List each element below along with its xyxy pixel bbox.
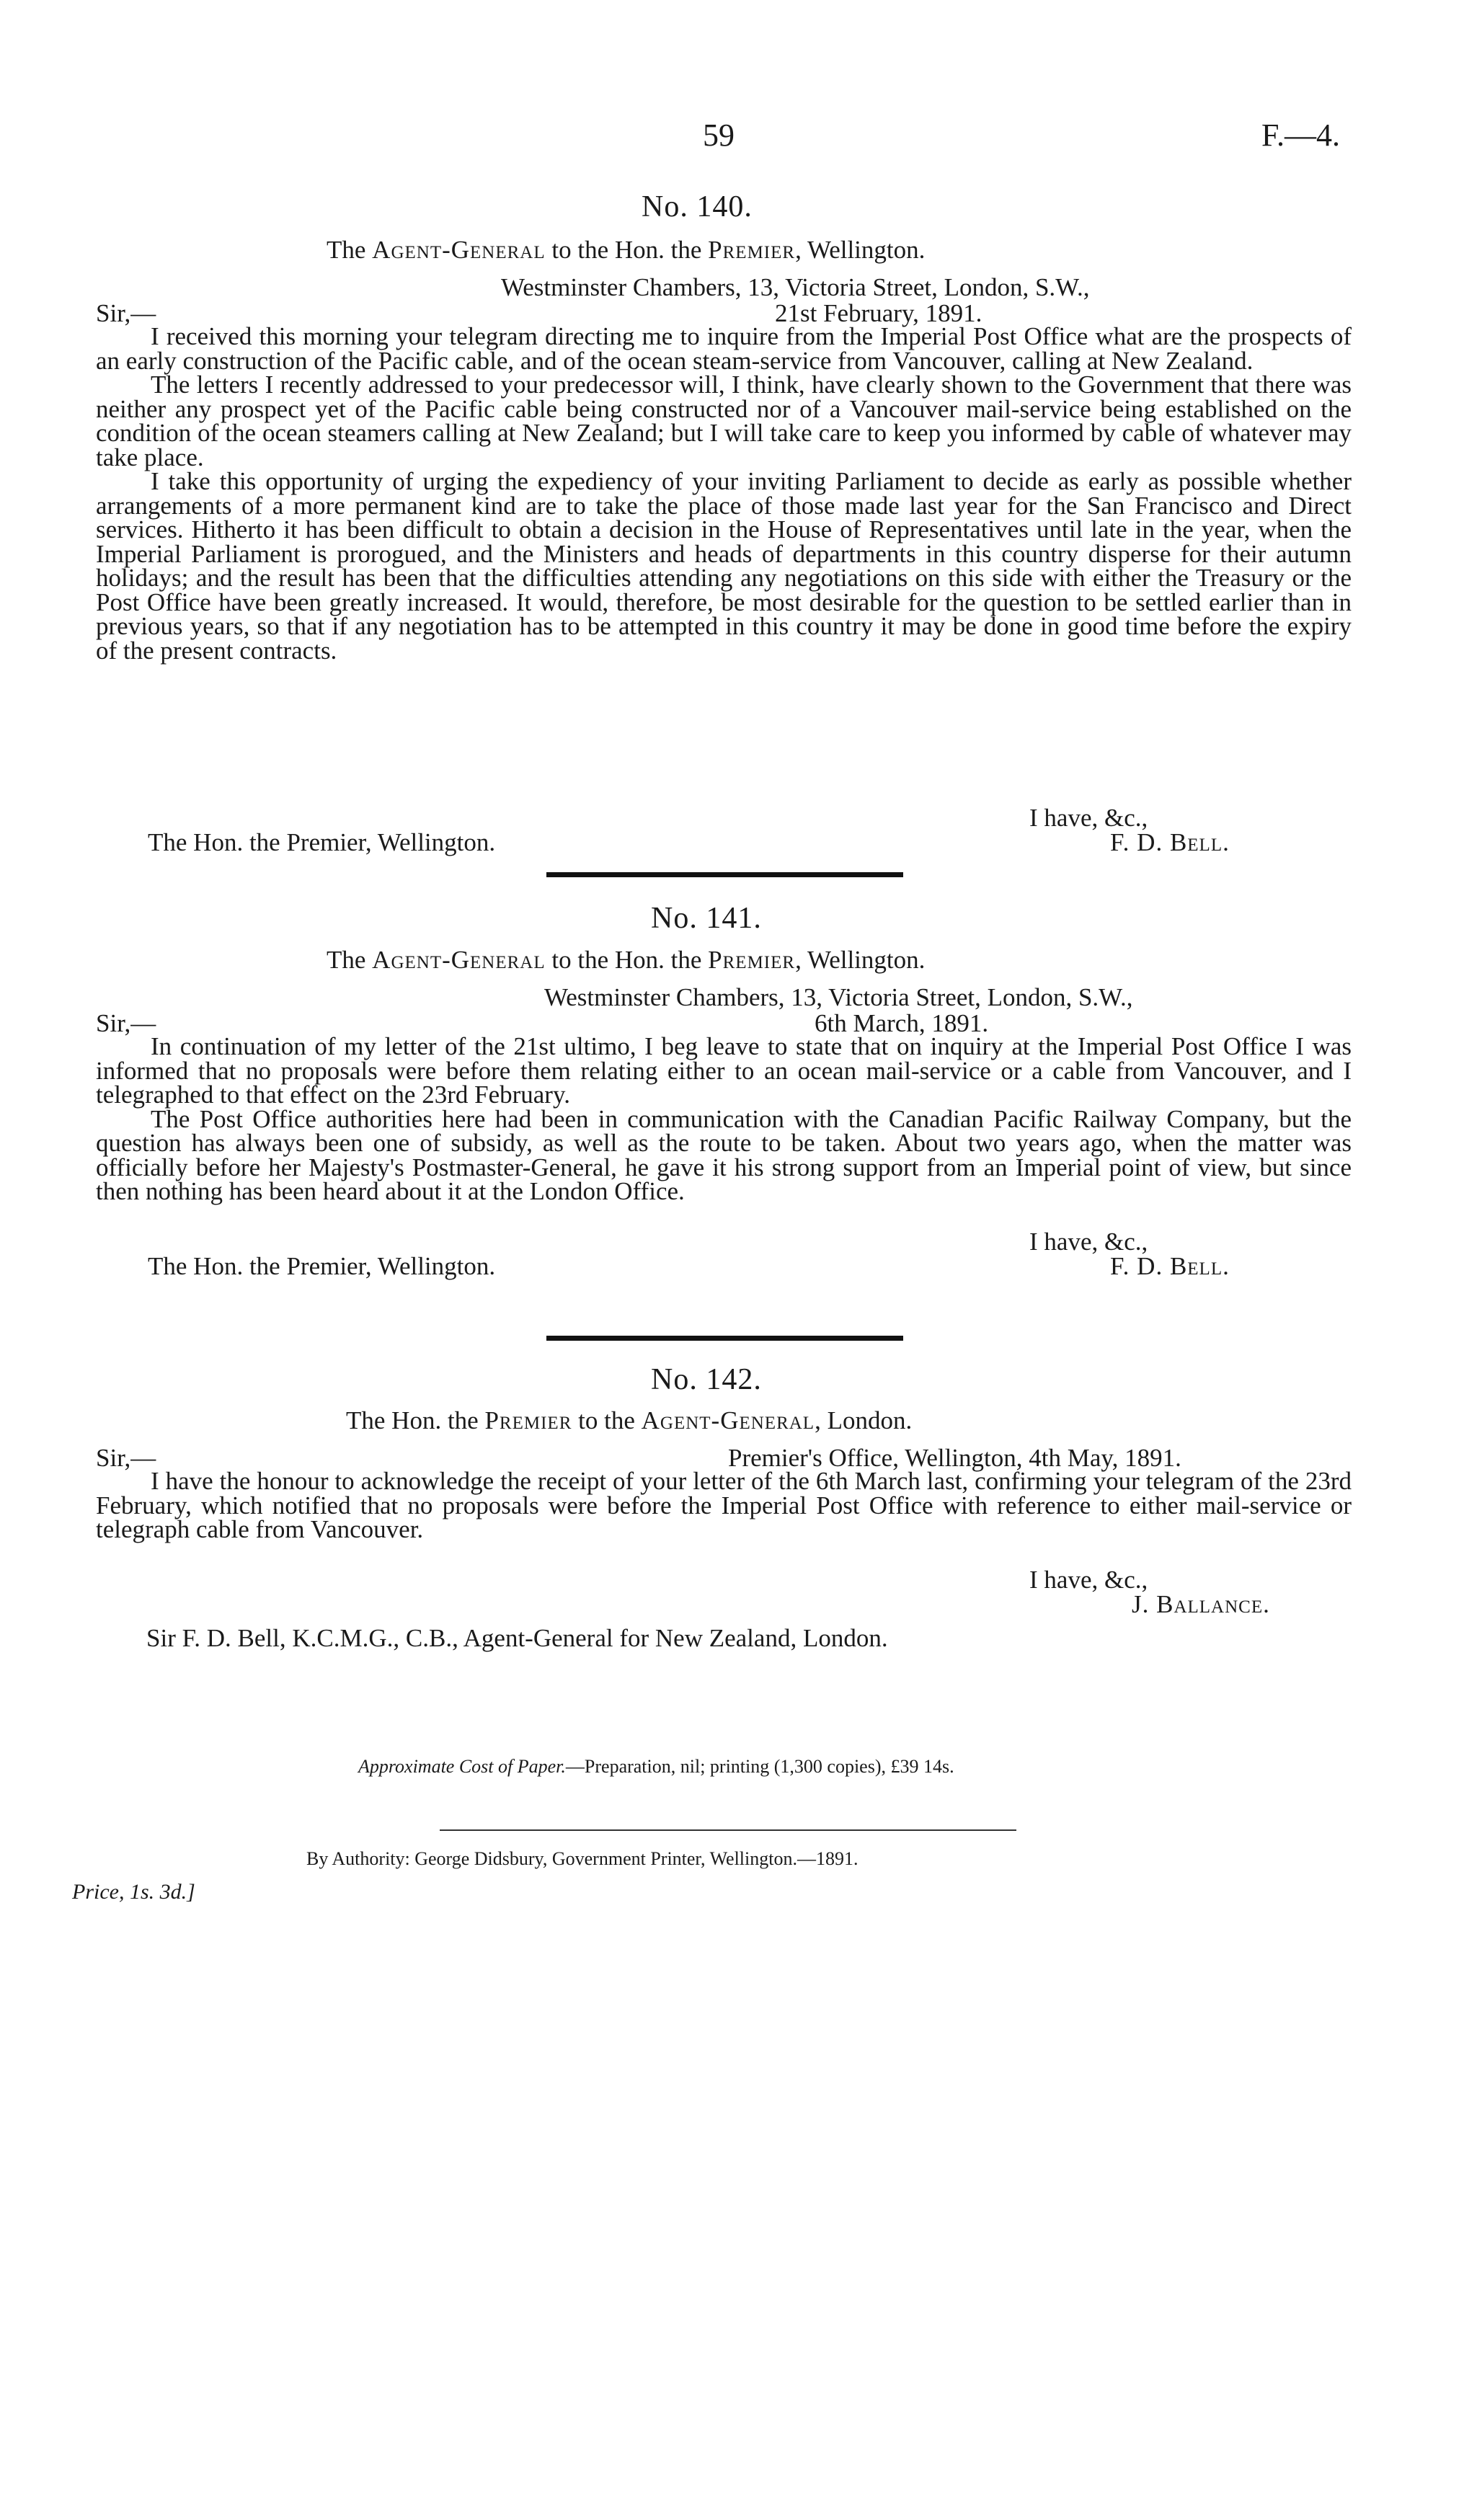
section-divider xyxy=(546,872,903,877)
cost-of-paper-note: Approximate Cost of Paper.—Preparation, nil; printing (1,300 copies), £39 14s. xyxy=(358,1756,954,1777)
letter-140-recipient: The Hon. the Premier, Wellington. xyxy=(148,828,496,856)
letter-141-paragraph-2: The Post Office authorities here had been in communication with the Canadian Pacific Railway Company, but the question has always been one of subsidy, as well as the route to be taken. About two years ago, when the matter was officially before her Majesty's Postmaster-General, he gave it his strong support from an Imperial point of view, but since then nothing has been heard about it at the London Office. xyxy=(96,1104,1352,1205)
letter-141-salutation: Sir,— xyxy=(96,1009,156,1037)
letter-141-date: 6th March, 1891. xyxy=(815,1009,989,1037)
letter-141-number: No. 141. xyxy=(651,902,762,935)
letter-140-paragraph-2: The letters I recently addressed to your predecessor will, I think, have clearly shown to the Government that there was neither any prospect yet of the Pacific cable being constructed nor of a Vancouver mail-service being established on the condition of the ocean steamers calling at New Zealand; but I will take care to keep you informed by cable of whatever may take place. xyxy=(96,371,1352,471)
letter-141-closing: I have, &c., xyxy=(1029,1228,1148,1256)
letter-141-recipient: The Hon. the Premier, Wellington. xyxy=(148,1252,496,1280)
letter-140-closing: I have, &c., xyxy=(1029,804,1148,832)
letter-141-body xyxy=(96,1034,1352,1204)
letter-140-date: 21st February, 1891. xyxy=(775,299,982,327)
letter-141-heading: The Agent-General to the Hon. the Premier, Wellington. xyxy=(327,946,926,974)
letter-140-number: No. 140. xyxy=(642,190,753,223)
letter-142-body xyxy=(96,1469,1352,1542)
letter-142-recipient: Sir F. D. Bell, K.C.M.G., C.B., Agent-General for New Zealand, London. xyxy=(146,1624,888,1652)
letter-140-address: Westminster Chambers, 13, Victoria Street, London, S.W., xyxy=(501,273,1090,301)
letter-141-signature: F. D. Bell. xyxy=(1110,1252,1230,1280)
footer-rule xyxy=(440,1829,1016,1831)
printer-authority: By Authority: George Didsbury, Government Printer, Wellington.—1891. xyxy=(306,1848,859,1869)
letter-142-number: No. 142. xyxy=(651,1363,762,1396)
letter-142-signature: J. Ballance. xyxy=(1132,1590,1270,1618)
letter-140-body xyxy=(96,322,1352,665)
document-reference: F.—4. xyxy=(1261,117,1340,153)
letter-140-salutation: Sir,— xyxy=(96,299,156,327)
letter-140-signature: F. D. Bell. xyxy=(1110,828,1230,856)
letter-141-address: Westminster Chambers, 13, Victoria Street, London, S.W., xyxy=(544,983,1133,1011)
letter-142-address: Premier's Office, Wellington, 4th May, 1891. xyxy=(728,1444,1181,1472)
page-number: 59 xyxy=(703,117,735,153)
letter-142-closing: I have, &c., xyxy=(1029,1566,1148,1594)
letter-142-salutation: Sir,— xyxy=(96,1444,156,1472)
letter-142-heading: The Hon. the Premier to the Agent-General, London. xyxy=(346,1406,913,1434)
letter-141-paragraph-1: In continuation of my letter of the 21st ultimo, I beg leave to state that on inquiry at the Imperial Post Office I was informed that no proposals were before them relating either to an ocean mail-service or a cable from Vancouver, and I telegraphed to that effect on the 23rd February. xyxy=(96,1032,1352,1109)
letter-140-paragraph-3: I take this opportunity of urging the expediency of your inviting Parliament to decide as early as possible whether arrangements of a more permanent kind are to take the place of those made last year for the San Francisco and Direct services. Hitherto it has been difficult to obtain a decision in the House of Representatives until late in the year, when the Imperial Parliament is prorogued, and the Ministers and heads of departments in this country disperse for their autumn holidays; and the result has been that the difficulties attending any negotiations on this side with either the Treasury or the Post Office have been greatly increased. It would, therefore, be most desirable for the question to be settled earlier than in previous years, so that if any negotiation has to be attempted in this country it may be done in good time before the expiry of the present contracts. xyxy=(96,467,1352,665)
letter-142-paragraph-1: I have the honour to acknowledge the receipt of your letter of the 6th March last, confirming your telegram of the 23rd February, which notified that no proposals were before the Imperial Post Office with reference to either mail-service or telegraph cable from Vancouver. xyxy=(96,1467,1352,1543)
price-note: Price, 1s. 3d.] xyxy=(72,1880,195,1904)
letter-140-heading: The Agent-General to the Hon. the Premier, Wellington. xyxy=(327,236,926,264)
section-divider xyxy=(546,1336,903,1341)
letter-140-paragraph-1: I received this morning your telegram directing me to inquire from the Imperial Post Office what are the prospects of an early construction of the Pacific cable, and of the ocean steam-service from Vancouver, calling at New Zealand. xyxy=(96,322,1352,375)
